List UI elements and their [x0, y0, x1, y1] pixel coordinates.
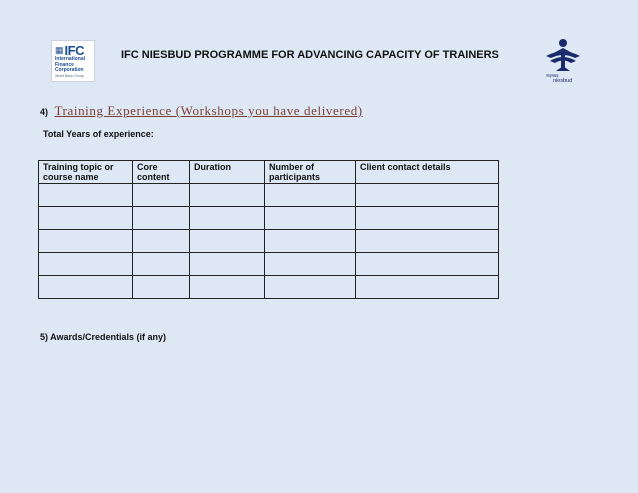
ifc-logo-abbr: IFC: [64, 42, 84, 58]
table-cell[interactable]: [39, 253, 133, 276]
niesbud-emblem-icon: [542, 38, 584, 74]
total-years-label: Total Years of experience:: [43, 129, 154, 139]
ifc-logo-line: Corporation: [55, 67, 84, 73]
section-5-heading: 5) Awards/Credentials (if any): [40, 332, 167, 342]
table-cell[interactable]: [356, 253, 499, 276]
table-cell[interactable]: [39, 276, 133, 299]
section-4-heading: [40, 102, 363, 120]
section-title: Training Experience (Workshops you have delivered): [54, 103, 363, 118]
table-row: [39, 276, 499, 299]
training-experience-table: [38, 160, 499, 299]
table-cell[interactable]: [356, 230, 499, 253]
table-row: [39, 207, 499, 230]
table-cell[interactable]: [265, 230, 356, 253]
table-cell[interactable]: [133, 184, 190, 207]
table-cell[interactable]: [190, 184, 265, 207]
table-cell[interactable]: [133, 276, 190, 299]
table-cell[interactable]: [265, 184, 356, 207]
column-header-duration: Duration: [190, 161, 265, 184]
table-cell[interactable]: [265, 207, 356, 230]
table-cell[interactable]: [190, 276, 265, 299]
table-cell[interactable]: [39, 207, 133, 230]
table-cell[interactable]: [39, 230, 133, 253]
table-cell[interactable]: [265, 253, 356, 276]
table-header-row: [39, 161, 499, 184]
column-header-topic: Training topic or course name: [39, 161, 133, 184]
table-cell[interactable]: [190, 207, 265, 230]
column-header-client-contact: Client contact details: [356, 161, 499, 184]
page-title: IFC NIESBUD PROGRAMME FOR ADVANCING CAPACITY OF TRAINERS: [121, 49, 499, 61]
column-header-core-content: Core content: [133, 161, 190, 184]
table-cell[interactable]: [356, 207, 499, 230]
table-cell[interactable]: [265, 276, 356, 299]
section-number: 4): [40, 107, 49, 117]
table-row: [39, 184, 499, 207]
table-cell[interactable]: [190, 230, 265, 253]
ifc-logo-subtitle: World Bank Group: [55, 73, 84, 78]
column-header-participants: Number of participants: [265, 161, 356, 184]
table-cell[interactable]: [133, 253, 190, 276]
ifc-logo-line: Finance: [55, 61, 74, 68]
table-row: [39, 230, 499, 253]
ifc-logo-line: International: [55, 56, 86, 62]
ifc-globe-icon: ▦: [55, 44, 64, 55]
table-row: [39, 253, 499, 276]
ifc-logo-mark: [55, 43, 91, 57]
niesbud-logo-hindi: नाइसबड़: [546, 73, 559, 78]
ifc-logo: [51, 40, 95, 82]
niesbud-logo-name: niesbud: [553, 78, 573, 84]
table-cell[interactable]: [133, 230, 190, 253]
table-cell[interactable]: [39, 184, 133, 207]
table-cell[interactable]: [356, 184, 499, 207]
table-cell[interactable]: [356, 276, 499, 299]
table-cell[interactable]: [133, 207, 190, 230]
table-cell[interactable]: [190, 253, 265, 276]
